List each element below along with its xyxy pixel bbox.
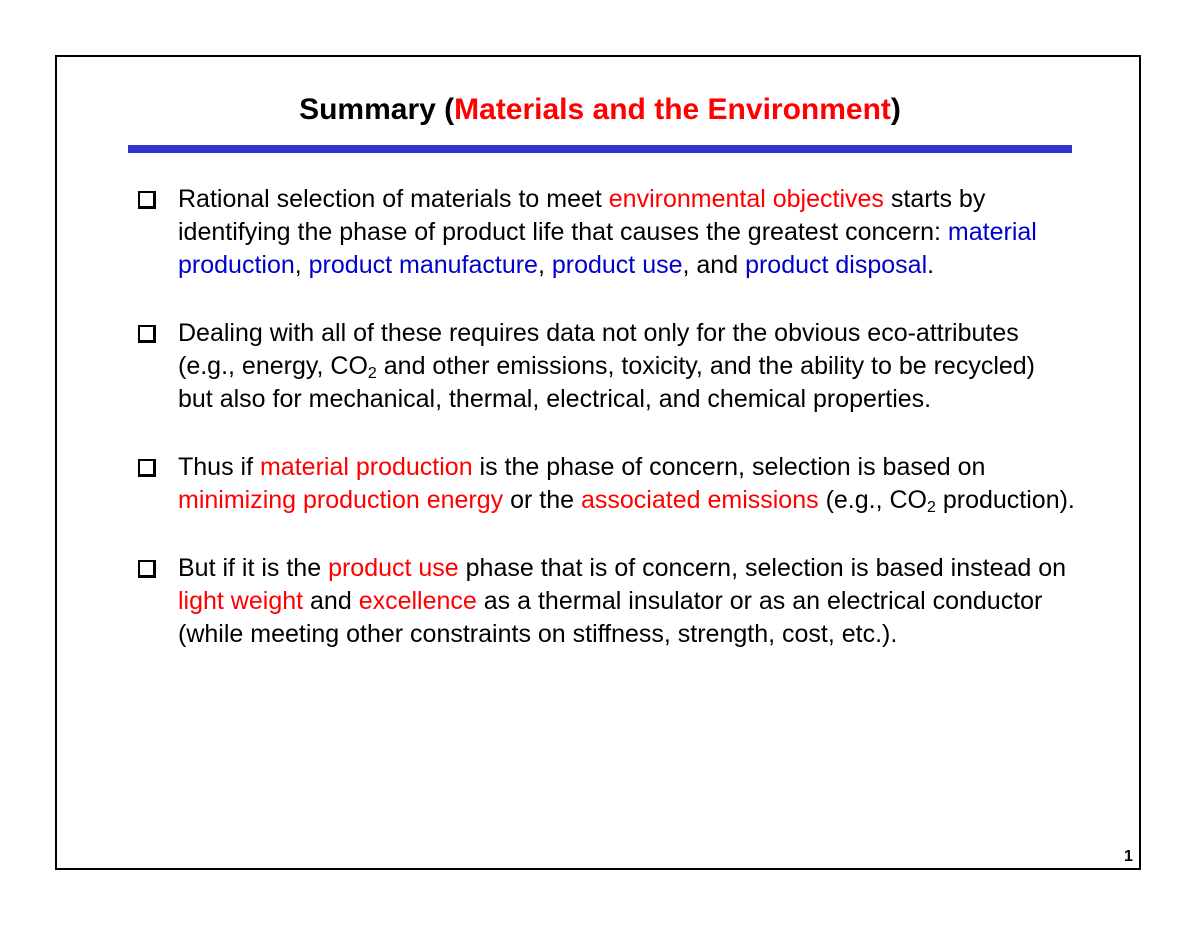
subscript-text: 2 <box>367 365 377 382</box>
text-segment: as a thermal insulator or as an electrical conductor (while meeting other constraints on stiffness, strength, cost, etc.). <box>178 587 1043 648</box>
emphasis-text: product use <box>328 554 459 582</box>
checkbox-bullet-icon <box>138 325 156 343</box>
bullet-item <box>136 317 1076 416</box>
text-segment: (e.g., CO <box>818 486 927 514</box>
title-highlight: Materials and the Environment <box>454 93 891 126</box>
bullet-item <box>136 552 1076 651</box>
bullet-text <box>178 554 1066 648</box>
text-segment: or the <box>503 486 581 514</box>
bullet-text <box>178 319 1035 413</box>
emphasis-text: light weight <box>178 587 304 615</box>
subscript-text: 2 <box>927 499 936 516</box>
bullet-text <box>178 453 1075 514</box>
emphasis-text: environmental objectives <box>608 185 884 213</box>
checkbox-bullet-icon <box>138 459 156 477</box>
text-segment: Dealing with all of these requires data not only for the obvious eco-attributes (e.g., energy, CO <box>178 319 1019 380</box>
emphasis-text: material production <box>178 218 1037 279</box>
text-segment: is the phase of concern, selection is based on <box>472 453 986 481</box>
title-suffix: ) <box>890 93 901 126</box>
text-segment: and <box>303 587 359 615</box>
emphasis-text: associated emissions <box>581 486 819 514</box>
text-segment: Rational selection of materials to meet <box>178 185 609 213</box>
text-segment: Thus if <box>178 453 260 481</box>
bullet-text <box>178 185 1037 279</box>
page-number: 1 <box>1124 848 1133 865</box>
emphasis-text: minimizing production energy <box>178 486 504 514</box>
text-segment: phase that is of concern, selection is based instead on <box>458 554 1067 582</box>
text-segment: production). <box>935 486 1075 514</box>
bullet-item <box>136 451 1076 517</box>
text-segment: , <box>537 251 552 279</box>
checkbox-bullet-icon <box>138 191 156 209</box>
text-segment: , <box>294 251 309 279</box>
bullet-list <box>136 183 1076 686</box>
emphasis-text: material production <box>259 453 473 481</box>
checkbox-bullet-icon <box>138 560 156 578</box>
text-segment: and other emissions, toxicity, and the ability to be recycled) but also for mechanical, thermal, electrical, and chemical properties. <box>178 352 1036 413</box>
title-divider <box>128 145 1072 153</box>
text-segment: But if it is the <box>178 554 329 582</box>
emphasis-text: product use <box>551 251 683 279</box>
title-prefix: Summary ( <box>299 93 455 126</box>
emphasis-text: product manufacture <box>308 251 538 279</box>
text-segment: . <box>927 251 935 279</box>
emphasis-text: excellence <box>358 587 477 615</box>
bullet-item <box>136 183 1076 282</box>
text-segment: , and <box>682 251 746 279</box>
slide-title <box>0 92 1200 128</box>
emphasis-text: product disposal <box>745 251 928 279</box>
text-segment: starts by identifying the phase of product life that causes the greatest concern: <box>178 185 986 246</box>
